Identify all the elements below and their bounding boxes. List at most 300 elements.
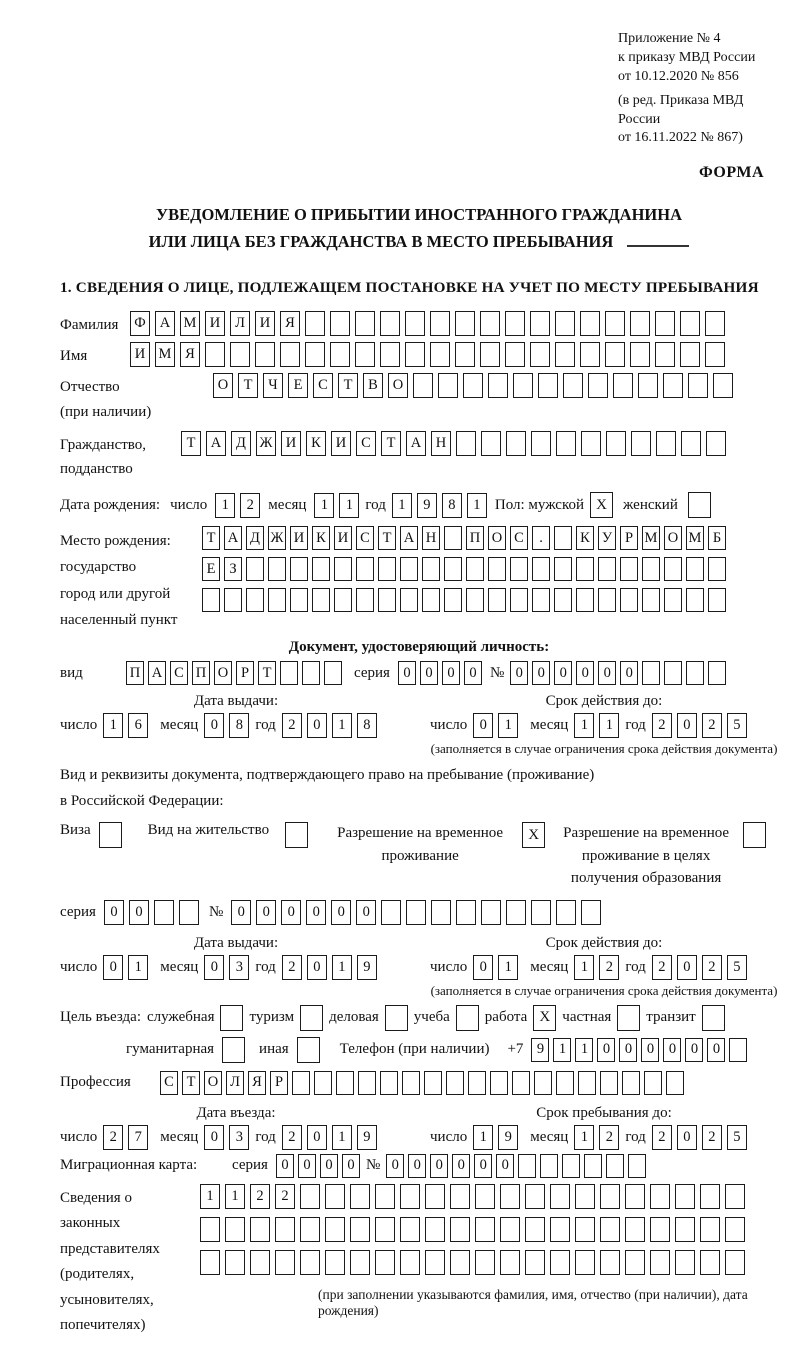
char-cell[interactable]: 0	[510, 661, 528, 685]
purpose-study-checkbox[interactable]	[456, 1005, 479, 1031]
char-cell[interactable]: 1	[574, 713, 594, 738]
char-cell[interactable]: О	[213, 373, 233, 398]
char-cell[interactable]: Т	[181, 431, 201, 456]
char-cell[interactable]: Р	[270, 1071, 288, 1095]
char-cell[interactable]: 0	[276, 1154, 294, 1178]
char-cell[interactable]: .	[532, 526, 550, 550]
char-cell[interactable]: И	[281, 431, 301, 456]
char-cell[interactable]: И	[331, 431, 351, 456]
char-cell[interactable]	[330, 311, 350, 336]
char-cell[interactable]	[300, 1250, 320, 1275]
char-cell[interactable]	[430, 342, 450, 367]
char-cell[interactable]: 2	[652, 1125, 672, 1150]
char-cell[interactable]	[656, 431, 676, 456]
char-cell[interactable]	[350, 1250, 370, 1275]
char-cell[interactable]	[650, 1250, 670, 1275]
char-cell[interactable]: 0	[598, 661, 616, 685]
char-cell[interactable]: 1	[339, 493, 359, 518]
char-cell[interactable]	[725, 1184, 745, 1209]
purpose-private-checkbox[interactable]	[617, 1005, 640, 1031]
char-cell[interactable]	[400, 1250, 420, 1275]
char-cell[interactable]: 0	[307, 1125, 327, 1150]
char-cell[interactable]	[598, 557, 616, 581]
char-cell[interactable]: 3	[229, 1125, 249, 1150]
char-cell[interactable]: Т	[258, 661, 276, 685]
char-cell[interactable]	[255, 342, 275, 367]
char-cell[interactable]	[655, 311, 675, 336]
char-cell[interactable]	[425, 1217, 445, 1242]
char-cell[interactable]: А	[400, 526, 418, 550]
char-cell[interactable]: 1	[473, 1125, 493, 1150]
char-cell[interactable]: 0	[320, 1154, 338, 1178]
char-cell[interactable]	[531, 431, 551, 456]
purpose-humanitarian-checkbox[interactable]	[222, 1037, 245, 1063]
char-cell[interactable]: С	[510, 526, 528, 550]
char-cell[interactable]	[578, 1071, 596, 1095]
char-cell[interactable]: 0	[306, 900, 326, 925]
char-cell[interactable]: 1	[332, 955, 352, 980]
char-cell[interactable]	[576, 588, 594, 612]
char-cell[interactable]	[554, 526, 572, 550]
char-cell[interactable]	[663, 373, 683, 398]
char-cell[interactable]	[510, 588, 528, 612]
char-cell[interactable]: 0	[356, 900, 376, 925]
char-cell[interactable]	[450, 1217, 470, 1242]
char-cell[interactable]	[500, 1184, 520, 1209]
char-cell[interactable]: Н	[422, 526, 440, 550]
char-cell[interactable]	[538, 373, 558, 398]
char-cell[interactable]: М	[642, 526, 660, 550]
char-cell[interactable]	[405, 342, 425, 367]
char-cell[interactable]: 2	[702, 955, 722, 980]
char-cell[interactable]	[556, 1071, 574, 1095]
char-cell[interactable]	[664, 588, 682, 612]
char-cell[interactable]	[613, 373, 633, 398]
char-cell[interactable]: Я	[280, 311, 300, 336]
char-cell[interactable]: С	[356, 431, 376, 456]
char-cell[interactable]	[705, 342, 725, 367]
char-cell[interactable]	[468, 1071, 486, 1095]
char-cell[interactable]	[644, 1071, 662, 1095]
char-cell[interactable]	[154, 900, 174, 925]
char-cell[interactable]	[556, 431, 576, 456]
char-cell[interactable]: 5	[727, 713, 747, 738]
char-cell[interactable]	[400, 1217, 420, 1242]
char-cell[interactable]: Т	[381, 431, 401, 456]
char-cell[interactable]: П	[126, 661, 144, 685]
char-cell[interactable]: 9	[357, 1125, 377, 1150]
char-cell[interactable]: Н	[431, 431, 451, 456]
char-cell[interactable]	[606, 431, 626, 456]
char-cell[interactable]: 0	[532, 661, 550, 685]
char-cell[interactable]	[532, 557, 550, 581]
char-cell[interactable]: А	[224, 526, 242, 550]
char-cell[interactable]: 5	[727, 955, 747, 980]
char-cell[interactable]	[381, 900, 401, 925]
char-cell[interactable]	[380, 342, 400, 367]
char-cell[interactable]: Л	[226, 1071, 244, 1095]
char-cell[interactable]: А	[148, 661, 166, 685]
purpose-other-checkbox[interactable]	[297, 1037, 320, 1063]
char-cell[interactable]	[302, 661, 320, 685]
char-cell[interactable]: 2	[599, 955, 619, 980]
char-cell[interactable]: 1	[498, 955, 518, 980]
char-cell[interactable]	[275, 1217, 295, 1242]
char-cell[interactable]: 1	[553, 1038, 571, 1062]
char-cell[interactable]: 0	[496, 1154, 514, 1178]
char-cell[interactable]	[324, 661, 342, 685]
char-cell[interactable]	[325, 1184, 345, 1209]
char-cell[interactable]: 0	[430, 1154, 448, 1178]
char-cell[interactable]	[510, 557, 528, 581]
char-cell[interactable]	[405, 311, 425, 336]
char-cell[interactable]: Л	[230, 311, 250, 336]
char-cell[interactable]	[292, 1071, 310, 1095]
char-cell[interactable]	[275, 1250, 295, 1275]
char-cell[interactable]	[575, 1217, 595, 1242]
char-cell[interactable]: 0	[473, 713, 493, 738]
char-cell[interactable]	[466, 588, 484, 612]
char-cell[interactable]: 0	[342, 1154, 360, 1178]
char-cell[interactable]: О	[204, 1071, 222, 1095]
char-cell[interactable]: О	[388, 373, 408, 398]
char-cell[interactable]	[413, 373, 433, 398]
char-cell[interactable]	[450, 1184, 470, 1209]
char-cell[interactable]	[575, 1184, 595, 1209]
char-cell[interactable]	[562, 1154, 580, 1178]
char-cell[interactable]: К	[306, 431, 326, 456]
char-cell[interactable]: 2	[282, 713, 302, 738]
char-cell[interactable]: К	[576, 526, 594, 550]
char-cell[interactable]	[280, 661, 298, 685]
char-cell[interactable]	[598, 588, 616, 612]
char-cell[interactable]: 1	[332, 1125, 352, 1150]
char-cell[interactable]	[550, 1217, 570, 1242]
char-cell[interactable]: 2	[282, 955, 302, 980]
char-cell[interactable]: Ф	[130, 311, 150, 336]
char-cell[interactable]: 0	[398, 661, 416, 685]
char-cell[interactable]	[375, 1184, 395, 1209]
char-cell[interactable]	[480, 342, 500, 367]
char-cell[interactable]	[356, 557, 374, 581]
char-cell[interactable]	[686, 557, 704, 581]
char-cell[interactable]	[642, 588, 660, 612]
char-cell[interactable]: 5	[727, 1125, 747, 1150]
char-cell[interactable]	[681, 431, 701, 456]
char-cell[interactable]	[664, 661, 682, 685]
char-cell[interactable]: 0	[442, 661, 460, 685]
char-cell[interactable]: И	[205, 311, 225, 336]
char-cell[interactable]	[334, 588, 352, 612]
char-cell[interactable]	[290, 557, 308, 581]
char-cell[interactable]: Я	[248, 1071, 266, 1095]
char-cell[interactable]	[605, 342, 625, 367]
char-cell[interactable]	[664, 557, 682, 581]
char-cell[interactable]	[444, 526, 462, 550]
char-cell[interactable]	[532, 588, 550, 612]
char-cell[interactable]: 0	[256, 900, 276, 925]
char-cell[interactable]: 0	[619, 1038, 637, 1062]
char-cell[interactable]: 8	[229, 713, 249, 738]
char-cell[interactable]	[700, 1217, 720, 1242]
char-cell[interactable]	[725, 1250, 745, 1275]
sex-male-checkbox[interactable]: X	[590, 492, 613, 518]
char-cell[interactable]: М	[686, 526, 704, 550]
char-cell[interactable]	[400, 1184, 420, 1209]
char-cell[interactable]	[406, 900, 426, 925]
char-cell[interactable]	[375, 1250, 395, 1275]
char-cell[interactable]: С	[313, 373, 333, 398]
char-cell[interactable]	[530, 342, 550, 367]
char-cell[interactable]	[580, 311, 600, 336]
char-cell[interactable]	[358, 1071, 376, 1095]
char-cell[interactable]	[555, 342, 575, 367]
char-cell[interactable]: 1	[200, 1184, 220, 1209]
char-cell[interactable]: 2	[250, 1184, 270, 1209]
char-cell[interactable]	[250, 1217, 270, 1242]
char-cell[interactable]: 0	[576, 661, 594, 685]
char-cell[interactable]	[620, 557, 638, 581]
char-cell[interactable]	[290, 588, 308, 612]
char-cell[interactable]	[630, 311, 650, 336]
char-cell[interactable]	[475, 1217, 495, 1242]
char-cell[interactable]: Т	[378, 526, 396, 550]
char-cell[interactable]	[680, 311, 700, 336]
char-cell[interactable]	[650, 1217, 670, 1242]
char-cell[interactable]	[475, 1250, 495, 1275]
sex-female-checkbox[interactable]	[688, 492, 711, 518]
char-cell[interactable]: 2	[282, 1125, 302, 1150]
char-cell[interactable]: Е	[288, 373, 308, 398]
char-cell[interactable]	[400, 557, 418, 581]
char-cell[interactable]	[500, 1250, 520, 1275]
char-cell[interactable]: 0	[473, 955, 493, 980]
char-cell[interactable]	[506, 431, 526, 456]
char-cell[interactable]	[713, 373, 733, 398]
char-cell[interactable]	[488, 588, 506, 612]
char-cell[interactable]	[530, 311, 550, 336]
char-cell[interactable]	[550, 1184, 570, 1209]
char-cell[interactable]: 1	[215, 493, 235, 518]
char-cell[interactable]	[576, 557, 594, 581]
char-cell[interactable]	[312, 588, 330, 612]
char-cell[interactable]	[655, 342, 675, 367]
char-cell[interactable]	[708, 661, 726, 685]
char-cell[interactable]: Р	[620, 526, 638, 550]
char-cell[interactable]: 0	[307, 955, 327, 980]
char-cell[interactable]	[725, 1217, 745, 1242]
char-cell[interactable]	[444, 557, 462, 581]
char-cell[interactable]: Р	[236, 661, 254, 685]
char-cell[interactable]	[446, 1071, 464, 1095]
char-cell[interactable]: М	[180, 311, 200, 336]
char-cell[interactable]: 0	[298, 1154, 316, 1178]
char-cell[interactable]	[631, 431, 651, 456]
char-cell[interactable]: 2	[275, 1184, 295, 1209]
char-cell[interactable]	[638, 373, 658, 398]
char-cell[interactable]: 0	[331, 900, 351, 925]
char-cell[interactable]	[500, 1217, 520, 1242]
char-cell[interactable]: И	[334, 526, 352, 550]
char-cell[interactable]	[336, 1071, 354, 1095]
char-cell[interactable]	[356, 588, 374, 612]
char-cell[interactable]: С	[356, 526, 374, 550]
char-cell[interactable]: К	[312, 526, 330, 550]
char-cell[interactable]: 2	[240, 493, 260, 518]
char-cell[interactable]	[584, 1154, 602, 1178]
char-cell[interactable]	[625, 1184, 645, 1209]
char-cell[interactable]	[575, 1250, 595, 1275]
char-cell[interactable]	[250, 1250, 270, 1275]
char-cell[interactable]	[450, 1250, 470, 1275]
char-cell[interactable]: 0	[307, 713, 327, 738]
char-cell[interactable]: А	[206, 431, 226, 456]
char-cell[interactable]	[280, 342, 300, 367]
char-cell[interactable]	[378, 588, 396, 612]
char-cell[interactable]	[630, 342, 650, 367]
char-cell[interactable]	[581, 431, 601, 456]
char-cell[interactable]: 8	[357, 713, 377, 738]
char-cell[interactable]	[355, 342, 375, 367]
char-cell[interactable]	[588, 373, 608, 398]
char-cell[interactable]	[355, 311, 375, 336]
char-cell[interactable]	[330, 342, 350, 367]
char-cell[interactable]: И	[130, 342, 150, 367]
char-cell[interactable]	[378, 557, 396, 581]
char-cell[interactable]: А	[155, 311, 175, 336]
char-cell[interactable]: О	[488, 526, 506, 550]
char-cell[interactable]	[534, 1071, 552, 1095]
char-cell[interactable]	[525, 1184, 545, 1209]
char-cell[interactable]	[202, 588, 220, 612]
char-cell[interactable]	[708, 557, 726, 581]
char-cell[interactable]	[490, 1071, 508, 1095]
char-cell[interactable]: 0	[129, 900, 149, 925]
char-cell[interactable]: У	[598, 526, 616, 550]
char-cell[interactable]: 0	[663, 1038, 681, 1062]
char-cell[interactable]	[350, 1217, 370, 1242]
visa-checkbox[interactable]	[99, 822, 122, 848]
purpose-work-checkbox[interactable]: X	[533, 1005, 556, 1031]
char-cell[interactable]: 1	[225, 1184, 245, 1209]
char-cell[interactable]	[555, 311, 575, 336]
char-cell[interactable]: 0	[386, 1154, 404, 1178]
char-cell[interactable]: 1	[574, 955, 594, 980]
char-cell[interactable]: 8	[442, 493, 462, 518]
char-cell[interactable]: 3	[229, 955, 249, 980]
char-cell[interactable]	[200, 1217, 220, 1242]
char-cell[interactable]: Ч	[263, 373, 283, 398]
char-cell[interactable]	[686, 661, 704, 685]
char-cell[interactable]	[480, 311, 500, 336]
char-cell[interactable]: 1	[498, 713, 518, 738]
char-cell[interactable]	[675, 1250, 695, 1275]
char-cell[interactable]	[424, 1071, 442, 1095]
char-cell[interactable]	[705, 311, 725, 336]
char-cell[interactable]	[425, 1184, 445, 1209]
char-cell[interactable]	[686, 588, 704, 612]
char-cell[interactable]	[675, 1184, 695, 1209]
char-cell[interactable]: Ж	[268, 526, 286, 550]
char-cell[interactable]	[481, 431, 501, 456]
char-cell[interactable]	[505, 311, 525, 336]
char-cell[interactable]: Д	[231, 431, 251, 456]
char-cell[interactable]	[325, 1217, 345, 1242]
char-cell[interactable]: 9	[531, 1038, 549, 1062]
char-cell[interactable]: 0	[620, 661, 638, 685]
char-cell[interactable]	[246, 557, 264, 581]
char-cell[interactable]: 0	[104, 900, 124, 925]
char-cell[interactable]: 0	[474, 1154, 492, 1178]
char-cell[interactable]: 1	[128, 955, 148, 980]
purpose-tourism-checkbox[interactable]	[300, 1005, 323, 1031]
char-cell[interactable]	[525, 1217, 545, 1242]
char-cell[interactable]: 9	[357, 955, 377, 980]
char-cell[interactable]	[380, 1071, 398, 1095]
char-cell[interactable]	[456, 900, 476, 925]
char-cell[interactable]: А	[406, 431, 426, 456]
char-cell[interactable]	[666, 1071, 684, 1095]
char-cell[interactable]	[438, 373, 458, 398]
char-cell[interactable]	[488, 373, 508, 398]
char-cell[interactable]	[205, 342, 225, 367]
char-cell[interactable]	[556, 900, 576, 925]
char-cell[interactable]: 9	[417, 493, 437, 518]
char-cell[interactable]: 1	[332, 713, 352, 738]
char-cell[interactable]: 2	[652, 955, 672, 980]
char-cell[interactable]	[225, 1250, 245, 1275]
char-cell[interactable]: 2	[702, 713, 722, 738]
char-cell[interactable]: 2	[103, 1125, 123, 1150]
char-cell[interactable]: 1	[599, 713, 619, 738]
char-cell[interactable]	[230, 342, 250, 367]
char-cell[interactable]	[700, 1250, 720, 1275]
char-cell[interactable]	[600, 1184, 620, 1209]
purpose-transit-checkbox[interactable]	[702, 1005, 725, 1031]
char-cell[interactable]	[554, 557, 572, 581]
rvp-education-checkbox[interactable]	[743, 822, 766, 848]
char-cell[interactable]	[475, 1184, 495, 1209]
char-cell[interactable]: 0	[204, 713, 224, 738]
char-cell[interactable]	[425, 1250, 445, 1275]
char-cell[interactable]	[550, 1250, 570, 1275]
char-cell[interactable]: Я	[180, 342, 200, 367]
char-cell[interactable]	[554, 588, 572, 612]
char-cell[interactable]: П	[466, 526, 484, 550]
char-cell[interactable]	[706, 431, 726, 456]
char-cell[interactable]	[481, 900, 501, 925]
char-cell[interactable]: Т	[238, 373, 258, 398]
char-cell[interactable]: 0	[464, 661, 482, 685]
char-cell[interactable]: 0	[685, 1038, 703, 1062]
char-cell[interactable]	[525, 1250, 545, 1275]
char-cell[interactable]: 7	[128, 1125, 148, 1150]
char-cell[interactable]: 2	[652, 713, 672, 738]
char-cell[interactable]: 0	[554, 661, 572, 685]
char-cell[interactable]	[431, 900, 451, 925]
char-cell[interactable]: Т	[202, 526, 220, 550]
char-cell[interactable]	[600, 1250, 620, 1275]
char-cell[interactable]: 0	[677, 1125, 697, 1150]
char-cell[interactable]	[314, 1071, 332, 1095]
char-cell[interactable]: 0	[204, 955, 224, 980]
char-cell[interactable]: Т	[182, 1071, 200, 1095]
char-cell[interactable]	[620, 588, 638, 612]
char-cell[interactable]	[225, 1217, 245, 1242]
char-cell[interactable]	[455, 342, 475, 367]
char-cell[interactable]: В	[363, 373, 383, 398]
char-cell[interactable]	[444, 588, 462, 612]
